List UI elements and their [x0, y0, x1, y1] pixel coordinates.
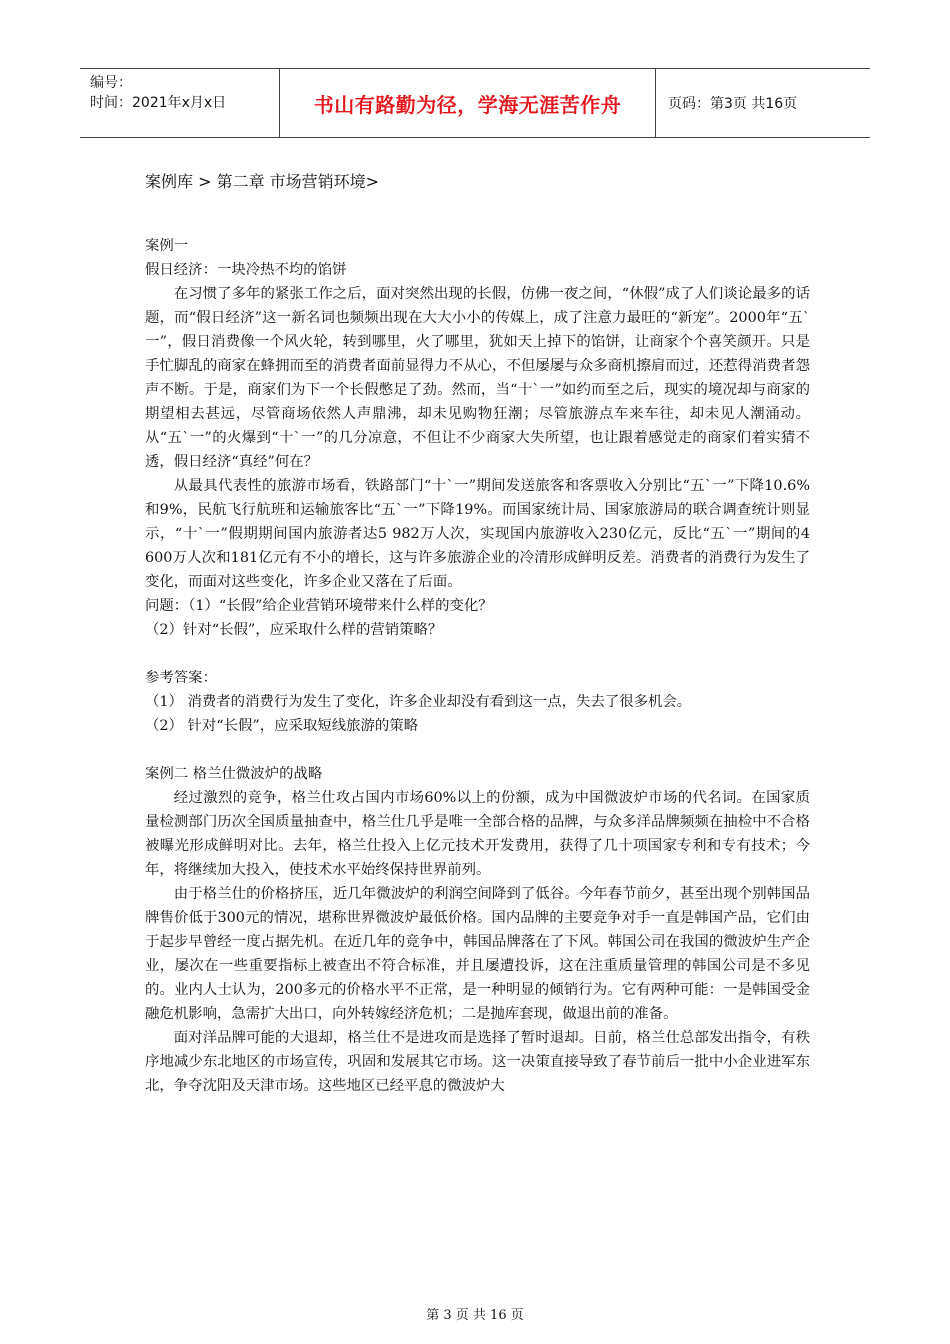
case2-paragraph-2: 由于格兰仕的价格挤压，近几年微波炉的利润空间降到了低谷。今年春节前夕，甚至出现个别韩国品牌售价低于300元的情况，堪称世界微波炉最低价格。国内品牌的主要竞争对手一直是韩国产品，它们由于起步早曾经一度占据先机。在近几年的竞争中，韩国品牌落在了下风。韩国公司在我国的微波炉生产企业，屡次在一些重要指标上被查出不符合标准，并且屡遭投诉，这在注重质量管理的韩国公司是不多见的。业内人士认为，200多元的价格水平不正常，是一种明显的倾销行为。它有两种可能：一是韩国受金融危机影响，急需扩大出口，向外转嫁经济危机；二是抛库套现，做退出前的准备。 [145, 886, 810, 1022]
header-page-info [656, 69, 870, 137]
time-label: 时间：2021年x月x日 [90, 95, 227, 111]
number-label: 编号： [90, 75, 132, 91]
spacer [145, 642, 810, 666]
case1-question-2: （2）针对“长假”，应采取什么样的营销策略？ [145, 622, 443, 638]
breadcrumb: 案例库 > 第二章 市场营销环境> [145, 172, 380, 191]
header-meta [80, 69, 280, 137]
spacer [145, 738, 810, 762]
document-body [145, 170, 810, 1098]
case1-question-1: 问题：（1）“长假”给企业营销环境带来什么样的变化？ [145, 598, 493, 614]
header-motto-cell [280, 69, 656, 137]
case1-answer-2: （2） 针对“长假”，应采取短线旅游的策略 [145, 718, 419, 734]
case1-label: 案例一 [145, 238, 189, 254]
document-header [80, 68, 870, 138]
case1-paragraph-2: 从最具代表性的旅游市场看，铁路部门“十`一”期间发送旅客和客票收入分别比“五`一”下降10.6%和9%，民航飞行航班和运输旅客比“五`一”下降19%。而国家统计局、国家旅游局的联合调查统计则显示，“十`一”假期期间国内旅游者达5 982万人次，实现国内旅游收入230亿元，反比“五`一”期间的4 600万人次和181亿元有不小的增长，这与许多旅游企业的冷清形成鲜明反差。消费者的消费行为发生了变化，而面对这些变化，许多企业又落在了后面。 [145, 478, 810, 590]
case1-answer-1: （1） 消费者的消费行为发生了变化，许多企业却没有看到这一点，失去了很多机会。 [145, 694, 692, 710]
motto: 书山有路勤为径，学海无涯苦作舟 [313, 92, 622, 117]
case1-paragraph-1: 在习惯了多年的紧张工作之后，面对突然出现的长假，仿佛一夜之间，“休假”成了人们谈论最多的话题，而“假日经济”这一新名词也频频出现在大大小小的传媒上，成了注意力最旺的“新宠”。2000年“五`一”，假日消费像一个风火轮，转到哪里，火了哪里，犹如天上掉下的馅饼，让商家个个喜笑颜开。只是手忙脚乱的商家在蜂拥而至的消费者面前显得力不从心，不但屡屡与众多商机擦肩而过，还惹得消费者怨声不断。于是，商家们为下一个长假憋足了劲。然而，当“十`一”如约而至之后，现实的境况却与商家的期望相去甚远，尽管商场依然人声鼎沸，却未见购物狂潮；尽管旅游点车来车往，却未见人潮涌动。从“五`一”的火爆到“十`一”的几分凉意，不但让不少商家大失所望，也让跟着感觉走的商家们着实猜不透，假日经济“真经”何在？ [145, 286, 810, 470]
page-info: 页码：第3页 共16页 [668, 96, 798, 112]
case2-paragraph-3: 面对洋品牌可能的大退却，格兰仕不是进攻而是选择了暂时退却。日前，格兰仕总部发出指令，有秩序地减少东北地区的市场宣传，巩固和发展其它市场。这一决策直接导致了春节前后一批中小企业进军东北，争夺沈阳及天津市场。这些地区已经平息的微波炉大 [145, 1030, 810, 1094]
case2-title: 案例二 格兰仕微波炉的战略 [145, 766, 323, 782]
page-footer: 第 3 页 共 16 页 [426, 1308, 524, 1323]
case1-title: 假日经济：一块冷热不均的馅饼 [145, 262, 347, 278]
case2-paragraph-1: 经过激烈的竞争，格兰仕攻占国内市场60%以上的份额，成为中国微波炉市场的代名词。在国家质量检测部门历次全国质量抽查中，格兰仕几乎是唯一全部合格的品牌，与众多洋品牌频频在抽检中不合格被曝光形成鲜明对比。去年，格兰仕投入上亿元技术开发费用，获得了几十项国家专利和专有技术；今年，将继续加大投入，使技术水平始终保持世界前列。 [145, 790, 810, 878]
case1-answer-label: 参考答案： [145, 670, 217, 686]
